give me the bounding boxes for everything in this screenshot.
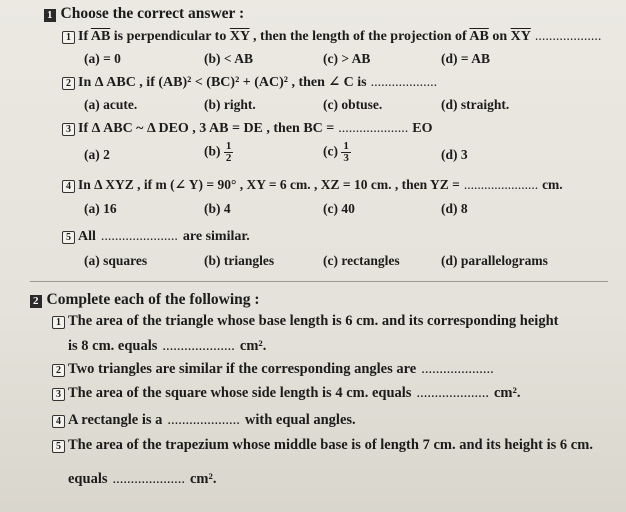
- question-text: are similar.: [182, 229, 250, 244]
- option-1-2-a[interactable]: (a) acute.: [84, 97, 138, 112]
- section-1-header: [44, 5, 244, 23]
- item-text: equals: [68, 471, 108, 487]
- complete-item-1-line-1: [52, 313, 558, 330]
- item-number: 4: [52, 415, 65, 428]
- fraction-denominator: 3: [343, 152, 349, 164]
- option-label: (b): [204, 143, 221, 159]
- section-1-number: 1: [44, 9, 56, 22]
- item-number: 3: [52, 388, 65, 401]
- complete-item-2: [52, 361, 494, 378]
- question-text: In Δ ABC , if (AB)² < (BC)² + (AC)² , then ∠ C is: [78, 75, 367, 90]
- option-1-4-c[interactable]: (c) 40: [323, 201, 355, 216]
- option-1-1-c[interactable]: (c) > AB: [323, 51, 371, 66]
- item-text: A rectangle is a: [68, 412, 163, 428]
- unit-label: cm².: [190, 471, 217, 487]
- section-2-title: Complete each of the following :: [46, 291, 260, 308]
- option-1-2-b[interactable]: (b) right.: [204, 97, 256, 112]
- unit-label: cm².: [493, 385, 521, 401]
- question-1-5: [62, 229, 250, 245]
- option-1-5-b[interactable]: (b) triangles: [204, 253, 275, 268]
- fraction-denominator: 2: [225, 152, 232, 164]
- option-1-4-a[interactable]: (a) 16: [84, 201, 117, 216]
- answer-blank[interactable]: ....................: [338, 121, 409, 136]
- complete-item-5-line-1: [52, 437, 593, 454]
- answer-blank[interactable]: ......................: [100, 229, 178, 244]
- option-1-3-d[interactable]: (d) 3: [441, 147, 468, 162]
- item-text: is 8 cm. equals: [68, 338, 158, 354]
- complete-item-1-line-2: [68, 338, 266, 355]
- question-text: is perpendicular to: [110, 29, 230, 44]
- question-text: If: [78, 29, 91, 44]
- item-number: 5: [52, 440, 65, 453]
- item-number: 1: [52, 316, 65, 329]
- item-text: The area of the triangle whose base length is 6 cm. and its corresponding height: [68, 313, 559, 329]
- complete-item-4: [52, 412, 356, 429]
- option-1-5-d[interactable]: (d) parallelograms: [441, 253, 548, 268]
- question-tail: EO: [412, 121, 433, 136]
- question-1-4: [62, 177, 563, 193]
- item-text: with equal angles.: [244, 412, 356, 428]
- option-1-1-a[interactable]: (a) = 0: [84, 51, 121, 66]
- segment-label: $\overline{AB}$: [469, 29, 489, 44]
- option-1-4-d[interactable]: (d) 8: [441, 201, 468, 216]
- complete-item-3: [52, 385, 520, 402]
- answer-blank[interactable]: ...................: [370, 75, 438, 90]
- answer-blank[interactable]: ....................: [416, 385, 489, 401]
- section-1-title: Choose the correct answer :: [60, 5, 245, 22]
- question-number: 3: [62, 123, 75, 136]
- question-tail: cm.: [542, 177, 563, 192]
- section-2-header: [30, 291, 260, 309]
- answer-blank[interactable]: ....................: [112, 471, 185, 487]
- fraction-numerator: 1: [225, 140, 232, 152]
- item-text: The area of the square whose side length is 4 cm. equals: [68, 385, 412, 401]
- option-1-4-b[interactable]: (b) 4: [204, 201, 231, 216]
- answer-blank[interactable]: ....................: [167, 412, 240, 428]
- question-text: In Δ XYZ , if m (∠ Y) = 90° , XY = 6 cm. , XZ = 10 cm. , then YZ =: [78, 177, 460, 192]
- item-text: The area of the trapezium whose middle base is of length 7 cm. and its height is 6 cm.: [68, 437, 593, 453]
- option-1-1-b[interactable]: (b) < AB: [204, 51, 253, 66]
- segment-label: $\overline{XY}$: [229, 29, 250, 44]
- option-label: (c): [323, 143, 338, 159]
- fraction-numerator: 1: [343, 140, 349, 152]
- option-1-1-d[interactable]: (d) = AB: [441, 51, 490, 66]
- question-text: on: [488, 29, 511, 44]
- question-1-1: [62, 29, 601, 45]
- option-1-3-b[interactable]: [204, 141, 233, 164]
- question-number: 2: [62, 77, 75, 90]
- answer-blank[interactable]: ......................: [463, 177, 539, 192]
- section-divider: [30, 281, 608, 282]
- fraction-one-half: [224, 141, 234, 164]
- option-1-2-c[interactable]: (c) obtuse.: [323, 97, 383, 112]
- answer-blank[interactable]: ...................: [534, 29, 602, 44]
- question-1-3: [62, 121, 433, 137]
- option-1-3-c[interactable]: [323, 141, 351, 164]
- option-1-2-d[interactable]: (d) straight.: [441, 97, 510, 112]
- question-1-2: [62, 74, 437, 91]
- option-1-5-c[interactable]: (c) rectangles: [323, 253, 400, 268]
- complete-item-5-line-2: [68, 471, 217, 488]
- item-text: Two triangles are similar if the corresponding angles are: [68, 361, 417, 377]
- answer-blank[interactable]: ....................: [162, 338, 235, 354]
- segment-label: $\overline{AB}$: [90, 29, 111, 44]
- segment-label: $\overline{XY}$: [510, 29, 531, 44]
- question-text: , then the length of the projection of: [249, 29, 470, 44]
- option-1-5-a[interactable]: (a) squares: [84, 253, 148, 268]
- question-text: All: [78, 229, 96, 244]
- question-number: 1: [62, 31, 75, 44]
- unit-label: cm².: [239, 338, 267, 354]
- question-text: If Δ ABC ~ Δ DEO , 3 AB = DE , then BC =: [78, 121, 335, 136]
- option-1-3-a[interactable]: (a) 2: [84, 147, 110, 162]
- fraction-one-third: [341, 141, 351, 164]
- question-number: 5: [62, 231, 75, 244]
- question-number: 4: [62, 180, 75, 193]
- item-number: 2: [52, 364, 65, 377]
- answer-blank[interactable]: ....................: [421, 361, 494, 377]
- section-2-number: 2: [30, 295, 42, 308]
